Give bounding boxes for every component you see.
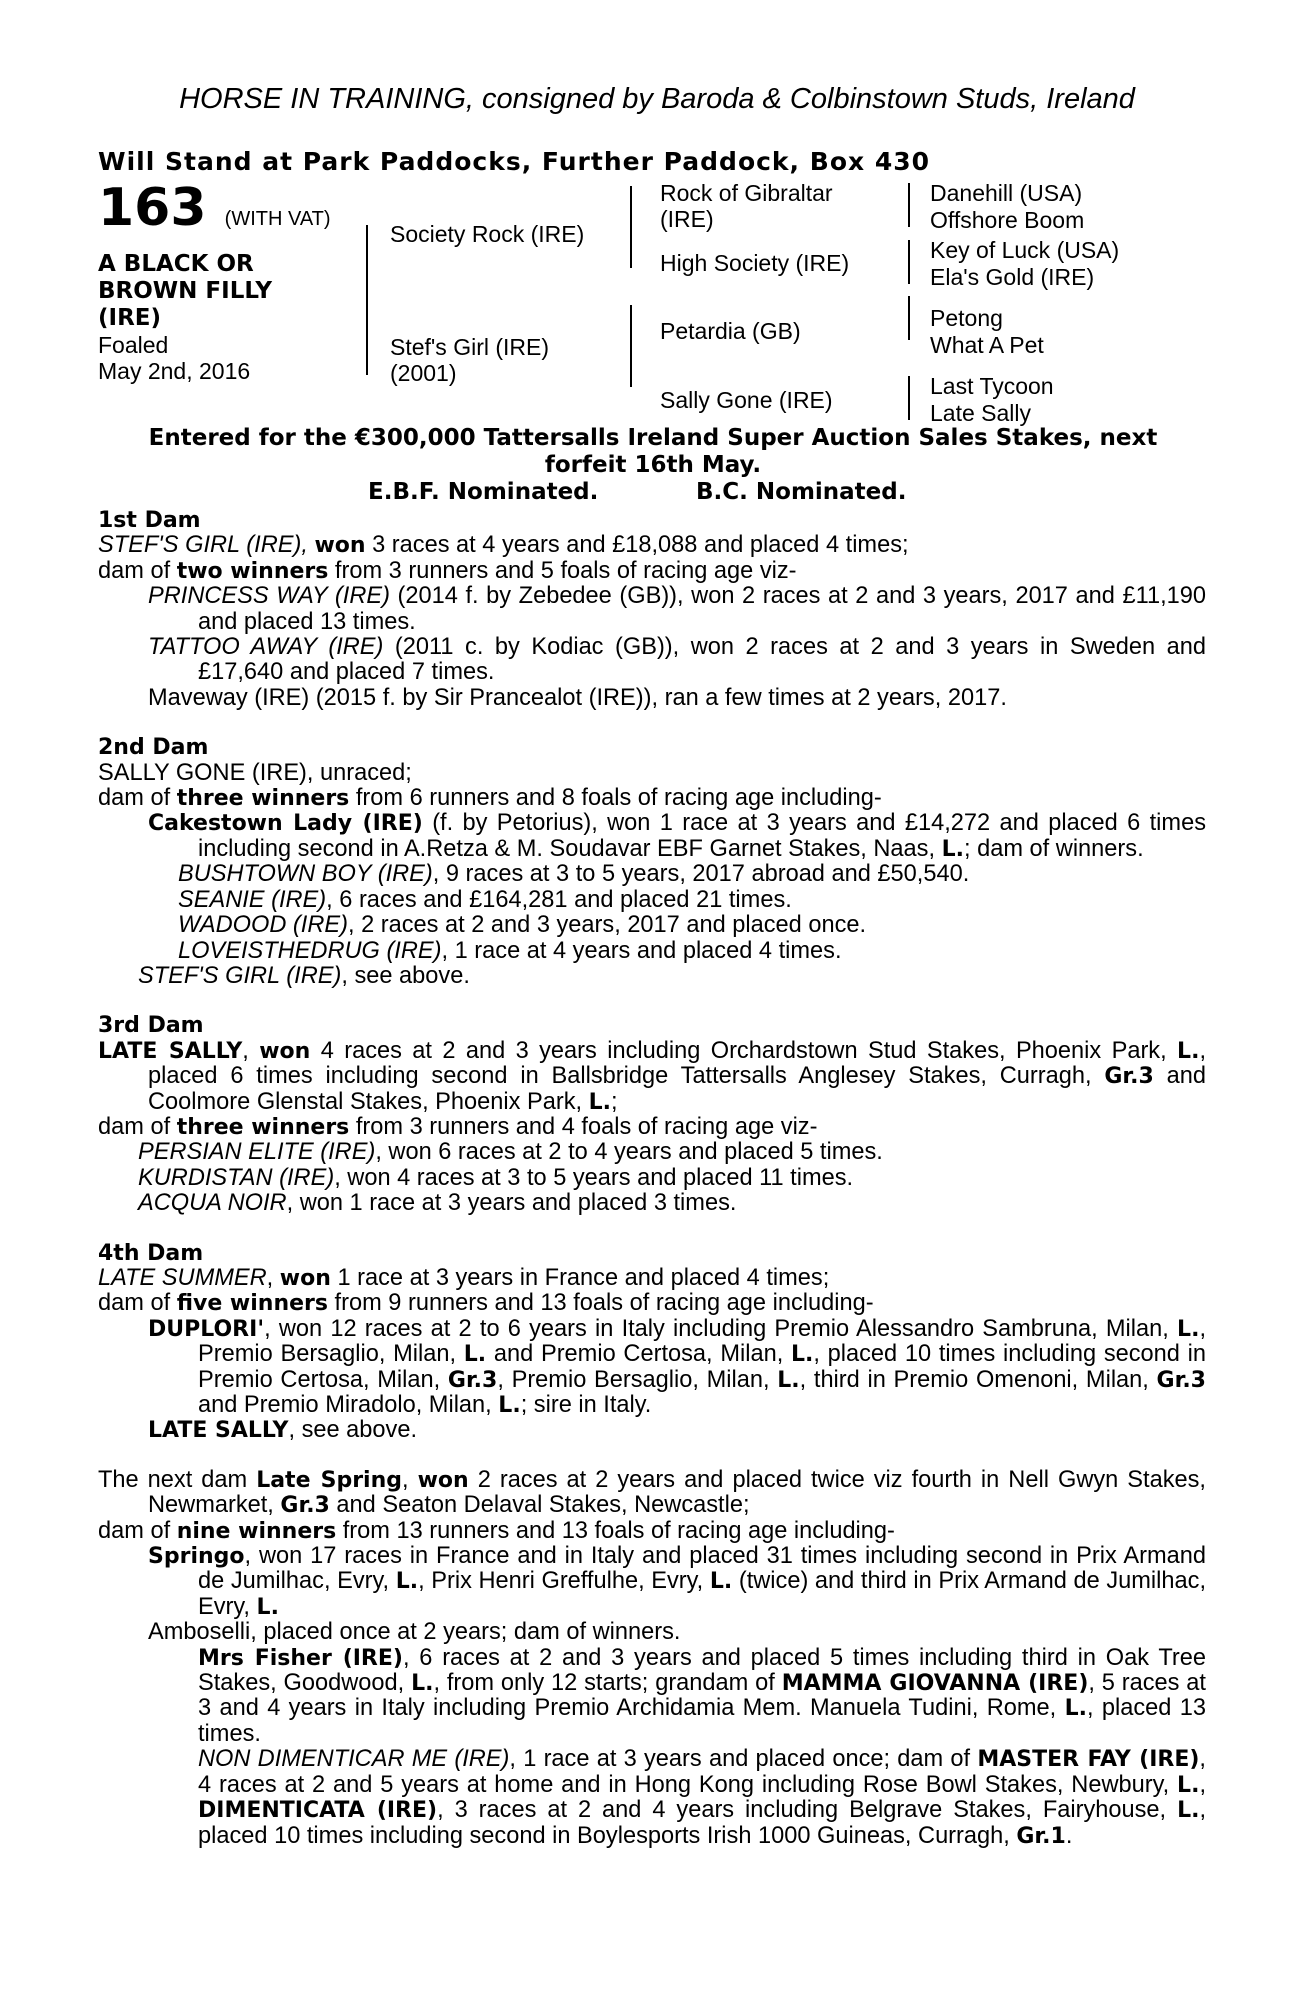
pedigree-dam <box>390 334 549 386</box>
horse-name: LATE SALLY <box>148 1418 289 1444</box>
text: , Prix Henri Greffulhe, Evry, <box>418 1568 710 1595</box>
race-grade: Gr.3 <box>1104 1064 1154 1090</box>
text: dam of <box>98 1113 177 1140</box>
grandproduce-entry <box>98 888 1206 913</box>
pedigree-dam-dam: Sally Gone (IRE) <box>660 387 833 413</box>
entry-note <box>98 425 1208 479</box>
pedigree-ssd: Offshore Boom <box>930 207 1085 233</box>
text: dam of <box>98 557 177 584</box>
horse-name: ACQUA NOIR <box>138 1190 287 1217</box>
pedigree-sds: Key of Luck (USA) <box>930 237 1120 263</box>
pedigree-brace-sd <box>908 240 910 284</box>
dam-of-line <box>98 786 1206 811</box>
pedigree-brace-dd <box>908 376 910 420</box>
dam-of-line <box>98 1115 1206 1140</box>
pedigree-dsd: What A Pet <box>930 332 1044 358</box>
race-grade: L. <box>1064 1696 1087 1722</box>
horse-name: STEF'S GIRL (IRE), <box>98 532 308 559</box>
horse-name: MASTER FAY (IRE) <box>977 1747 1200 1773</box>
text: , 9 races at 3 to 5 years, 2017 abroad and £50,540. <box>432 861 970 888</box>
race-grade: L. <box>1177 1798 1200 1824</box>
text: , won 12 races at 2 to 6 years in Italy including Premio Alessandro Sambruna, Milan, <box>264 1315 1178 1342</box>
text: from 9 runners and 13 foals of racing age including- <box>327 1290 874 1317</box>
dam-line <box>98 1468 1206 1519</box>
race-grade: L. <box>941 836 964 862</box>
pedigree-brace-main <box>366 225 368 375</box>
winners-count: two winners <box>176 558 329 584</box>
text: dam of <box>98 785 177 812</box>
lot-desc-line: BROWN FILLY <box>98 278 273 304</box>
text: 4 races at 2 and 3 years including Orchardstown Stud Stakes, Phoenix Park, <box>310 1037 1178 1064</box>
produce-entry: Amboselli, placed once at 2 years; dam of winners. <box>148 1619 681 1646</box>
text: , Premio Bersaglio, Milan, <box>497 1366 778 1393</box>
produce-entry: Maveway (IRE) (2015 f. by Sir Prancealot (IRE)), ran a few times at 2 years, 2017. <box>148 684 1007 711</box>
text: dam of <box>98 1517 177 1544</box>
second-dam-section <box>98 735 1206 989</box>
produce-entry <box>98 1166 1206 1191</box>
text: from 3 runners and 5 foals of racing age viz- <box>328 557 797 584</box>
race-grade: L. <box>777 1367 800 1393</box>
horse-name: NON DIMENTICAR ME (IRE) <box>198 1746 510 1773</box>
text: 3 races at 4 years and £18,088 and placed 4 times; <box>365 532 909 559</box>
lot-desc-line: A BLACK OR <box>98 251 254 277</box>
race-grade: L. <box>1177 1038 1200 1064</box>
lot-number-line <box>98 180 338 247</box>
dam-line: LATE SUMMER, won 1 race at 3 years in France and placed 4 times; <box>98 1264 830 1291</box>
produce-entry <box>98 1140 1206 1165</box>
section-heading: 3rd Dam <box>98 1013 204 1039</box>
text: ; sire in Italy. <box>520 1392 652 1418</box>
text: , <box>1199 1771 1206 1798</box>
pedigree-brace-sire <box>630 186 632 268</box>
dam-line: SALLY GONE (IRE), unraced; <box>98 759 412 786</box>
lot-block <box>98 180 338 384</box>
text: , won 4 races at 3 to 5 years and placed 11 times. <box>334 1164 854 1191</box>
race-grade: L. <box>395 1569 419 1595</box>
text: , placed 10 times including second in Boylesports Irish 1000 Guineas, Curragh, <box>198 1797 1207 1849</box>
text: , see above. <box>288 1417 417 1444</box>
text: , 2 races at 2 and 3 years, 2017 and placed once. <box>347 912 867 939</box>
text: ; <box>611 1088 618 1115</box>
grandproduce-entry <box>98 913 1206 938</box>
produce-entry <box>98 1191 1206 1216</box>
pedigree-dam-year: (2001) <box>390 360 457 386</box>
text: , placed 6 times including second in Ballsbridge Tattersalls Anglesey Stakes, Curragh, <box>148 1037 1206 1090</box>
grandproduce-entry <box>98 1747 1206 1849</box>
text: , won 1 race at 3 years and placed 3 times. <box>286 1190 737 1217</box>
pedigree-ddd: Late Sally <box>930 400 1032 426</box>
horse-name: LATE SUMMER <box>98 1264 267 1291</box>
horse-name: BUSHTOWN BOY (IRE) <box>178 861 433 888</box>
pedigree-ss-line: Rock of Gibraltar <box>660 180 833 206</box>
dam-of-line <box>98 1519 1206 1544</box>
pedigree-sdd: Ela's Gold (IRE) <box>930 264 1095 290</box>
horse-name: Late Spring <box>256 1467 402 1493</box>
text: The next dam <box>98 1466 257 1493</box>
text: , placed 10 times including second in Premio Certosa, Milan, <box>198 1341 1206 1393</box>
won-label: won <box>279 1265 331 1291</box>
winners-count: nine winners <box>176 1518 337 1544</box>
foaled-date: May 2nd, 2016 <box>98 358 251 384</box>
pedigree-sss: Danehill (USA) <box>930 180 1083 206</box>
race-grade: L. <box>1177 1316 1200 1342</box>
produce-entry <box>98 1418 1206 1443</box>
entry-line: forfeit 16th May. <box>544 452 762 478</box>
text: and Premio Miradolo, Milan, <box>198 1392 499 1418</box>
horse-name: TATTOO AWAY (IRE) <box>148 634 384 661</box>
race-grade: L. <box>709 1569 733 1595</box>
horse-name: MAMMA GIOVANNA (IRE) <box>781 1671 1089 1697</box>
horse-name: DUPLORI' <box>148 1316 265 1342</box>
text: dam of <box>98 1290 177 1317</box>
produce-entry <box>98 1544 1206 1620</box>
race-grade: L. <box>790 1342 814 1368</box>
text: , 6 races and £164,281 and placed 21 times. <box>326 886 792 913</box>
next-dam-section <box>98 1468 1206 1849</box>
horse-name: Cakestown Lady (IRE) <box>148 811 423 837</box>
text: 2 races at 2 years and placed twice viz fourth in Nell Gwyn Stakes, Newmarket, <box>148 1466 1206 1519</box>
race-grade: L. <box>256 1594 279 1620</box>
grandproduce-entry <box>98 1646 1206 1748</box>
text: (twice) and third in Prix Armand de Jumilhac, Evry, <box>198 1568 1207 1620</box>
text: , Premio Bersaglio, Milan, <box>198 1315 1206 1368</box>
won-label: won <box>314 533 366 559</box>
text: , 1 race at 3 years and placed once; dam of <box>509 1746 978 1773</box>
family-notes <box>98 508 1206 1849</box>
produce-entry <box>98 964 1206 989</box>
text: . <box>1065 1822 1073 1849</box>
produce-entry <box>98 1317 1206 1419</box>
text: , placed 13 times. <box>198 1695 1206 1747</box>
pedigree-ss-line: (IRE) <box>660 206 714 232</box>
race-grade: Gr.3 <box>1156 1367 1206 1393</box>
lot-number: 163 <box>98 178 207 238</box>
race-grade: L. <box>463 1342 487 1368</box>
text: and Seaton Delaval Stakes, Newcastle; <box>329 1492 750 1519</box>
fourth-dam-section <box>98 1241 1206 1444</box>
text: , 3 races at 2 and 4 years including Belgrave Stakes, Fairyhouse, <box>437 1797 1178 1824</box>
horse-name: KURDISTAN (IRE) <box>138 1164 335 1191</box>
race-grade: L. <box>498 1393 521 1418</box>
horse-name: DIMENTICATA (IRE) <box>198 1798 438 1824</box>
section-heading: 2nd Dam <box>98 735 209 761</box>
text: , <box>402 1466 418 1493</box>
pedigree-brace-ds <box>908 296 910 340</box>
horse-name: LOVEISTHEDRUG (IRE) <box>178 937 442 964</box>
horse-name: LATE SALLY <box>98 1038 243 1064</box>
text: , third in Premio Omenoni, Milan, <box>799 1366 1157 1393</box>
winners-count: five winners <box>176 1291 328 1317</box>
won-label: won <box>417 1467 469 1493</box>
pedigree-brace-ss <box>908 183 910 227</box>
foaled-label: Foaled <box>98 332 169 358</box>
text: and Coolmore Glenstal Stakes, Phoenix Park, <box>148 1063 1206 1115</box>
won-label: won <box>259 1038 311 1064</box>
pedigree-sire-sire <box>660 180 833 232</box>
pedigree-dam-name: Stef's Girl (IRE) <box>390 334 550 360</box>
race-grade: Gr.3 <box>447 1367 498 1393</box>
page-title: HORSE IN TRAINING, consigned by Baroda & Colbinstown Studs, Ireland <box>179 83 1135 115</box>
produce-entry <box>98 635 1206 686</box>
text: , won 17 races in France and in Italy and placed 31 times including second in Prix Armand de Jumilhac, Evry, <box>198 1543 1206 1595</box>
horse-name: SEANIE (IRE) <box>178 886 327 913</box>
text: (2011 c. by Kodiac (GB)), won 2 races at 2 and 3 years in Sweden and £17,640 and placed 7 times. <box>198 634 1206 686</box>
horse-name: WADOOD (IRE) <box>178 912 348 939</box>
text: , from only 12 starts; grandam of <box>433 1670 782 1697</box>
produce-entry <box>98 811 1206 862</box>
lot-vat: (WITH VAT) <box>224 208 331 230</box>
ebf-nominated: E.B.F. Nominated. <box>368 479 599 505</box>
text: (2014 f. by Zebedee (GB)), won 2 races at 2 and 3 years, 2017 and £11,190 and placed 13 times. <box>198 583 1206 635</box>
lot-desc-line: (IRE) <box>98 305 162 331</box>
produce-entry <box>98 584 1206 635</box>
text: 1 race at 3 years in France and placed 4 times; <box>330 1264 830 1291</box>
text: , 6 races at 2 and 3 years and placed 5 times including third in Oak Tree Stakes, Goodwood, <box>198 1644 1206 1697</box>
text: , 4 races at 2 and 5 years at home and in Hong Kong including Rose Bowl Stakes, Newbury, <box>198 1746 1206 1798</box>
text: , see above. <box>341 962 470 989</box>
pedigree-dss: Petong <box>930 305 1003 331</box>
grandproduce-entry <box>98 939 1206 964</box>
race-grade: Gr.3 <box>280 1493 330 1519</box>
text: from 13 runners and 13 foals of racing age including- <box>336 1517 895 1544</box>
text: and Premio Certosa, Milan, <box>486 1341 791 1368</box>
text: from 6 runners and 8 foals of racing age including- <box>349 785 882 812</box>
horse-name: Springo <box>148 1544 245 1570</box>
section-heading: 4th Dam <box>98 1240 204 1266</box>
text: ; dam of winners. <box>963 835 1144 862</box>
grandproduce-entry <box>98 862 1206 887</box>
stand-location: Will Stand at Park Paddocks, Further Paddock, Box 430 <box>98 147 931 176</box>
race-grade: Gr.1 <box>1016 1823 1066 1849</box>
pedigree-sire-dam: High Society (IRE) <box>660 250 850 276</box>
horse-name: PERSIAN ELITE (IRE) <box>138 1139 376 1166</box>
race-grade: L. <box>411 1671 434 1697</box>
race-grade: L. <box>1177 1772 1200 1798</box>
bc-nominated: B.C. Nominated. <box>696 479 907 505</box>
pedigree-dds: Last Tycoon <box>930 373 1054 399</box>
horse-name: Mrs Fisher (IRE) <box>198 1645 403 1671</box>
pedigree-dam-sire: Petardia (GB) <box>660 318 801 344</box>
first-dam-section <box>98 508 1206 711</box>
horse-name: PRINCESS WAY (IRE) <box>148 583 390 610</box>
dam-of-line <box>98 559 1206 584</box>
dam-of-line <box>98 1291 1206 1316</box>
winners-count: three winners <box>176 1114 350 1140</box>
text: , 5 races at 3 and 4 years in Italy including Premio Archidamia Mem. Manuela Tudini, Rome, <box>198 1670 1206 1722</box>
text: from 3 runners and 4 foals of racing age viz- <box>349 1113 818 1140</box>
section-heading: 1st Dam <box>98 508 201 533</box>
pedigree-sire: Society Rock (IRE) <box>390 221 585 247</box>
text: (f. by Petorius), won 1 race at 3 years and £14,272 and placed 6 times including second in A.Retza & M. Soudavar EBF Garnet Stakes, Naas, <box>198 810 1206 862</box>
text: , 1 race at 4 years and placed 4 times. <box>441 937 842 964</box>
race-grade: L. <box>588 1089 612 1115</box>
pedigree-brace-dam <box>630 305 632 387</box>
horse-name: STEF'S GIRL (IRE) <box>138 962 342 989</box>
lot-description <box>98 251 338 332</box>
third-dam-section <box>98 1013 1206 1216</box>
dam-line: LATE SALLY, won 4 races at 2 and 3 years including Orchardstown Stud Stakes, Phoenix Park, L., placed 6 times including second in Ballsbridge Tattersalls Anglesey Stakes, Curragh, Gr.3 and Coolmore Glenstal Stakes, Phoenix Park, L.; <box>98 1037 1206 1115</box>
dam-line <box>98 533 1206 558</box>
winners-count: three winners <box>176 786 350 812</box>
entry-line: Entered for the €300,000 Tattersalls Ireland Super Auction Sales Stakes, next <box>148 425 1158 451</box>
text: , won 6 races at 2 to 4 years and placed 5 times. <box>375 1139 883 1166</box>
